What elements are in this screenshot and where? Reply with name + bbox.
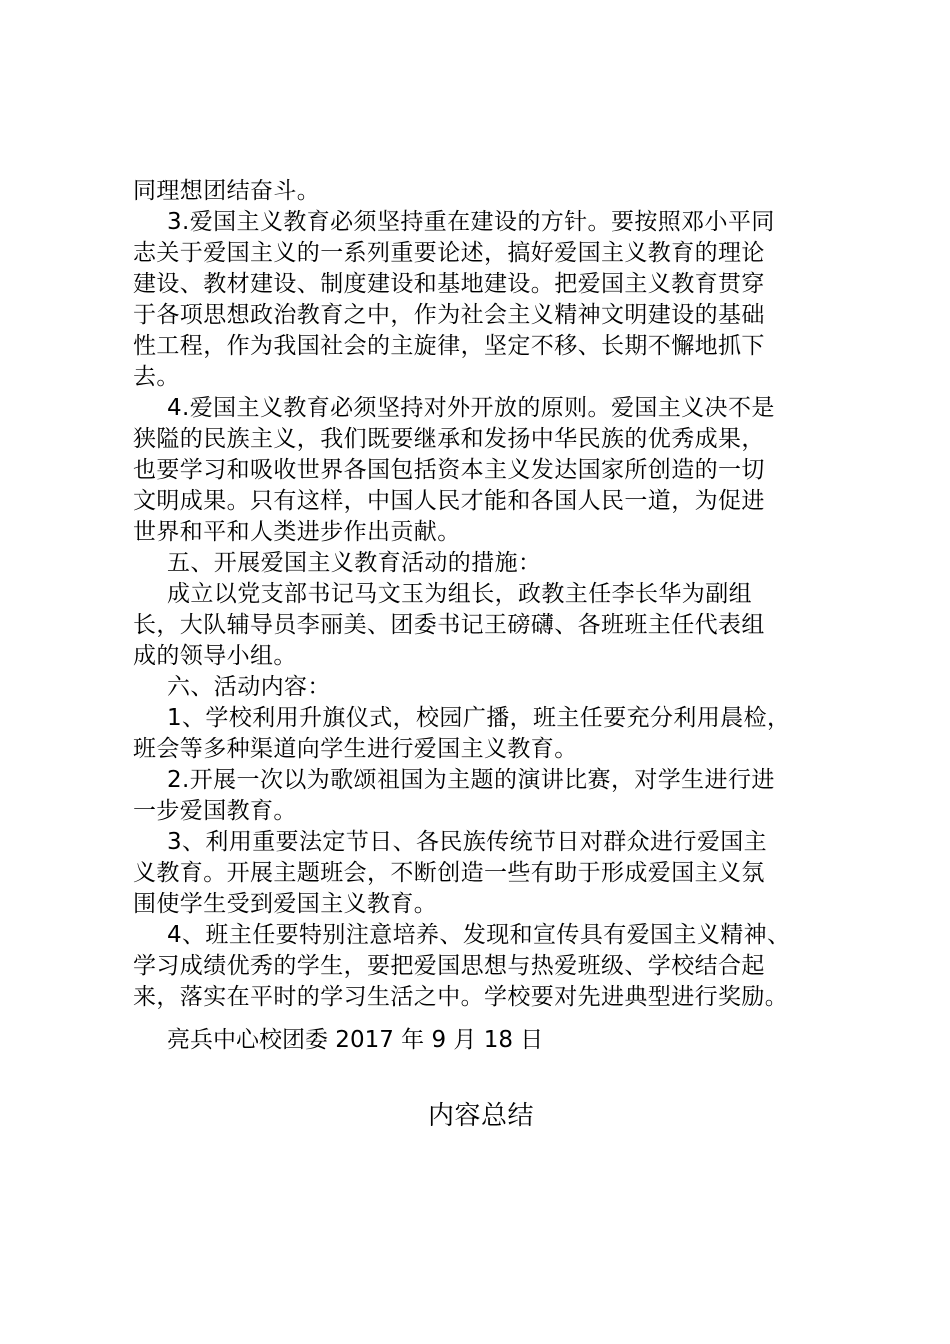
paragraph-line: 学习成绩优秀的学生，要把爱国思想与热爱班级、学校结合起 <box>133 953 765 979</box>
paragraph-line: 4、班主任要特别注意培养、发现和宣传具有爱国主义精神、 <box>167 922 791 948</box>
document-body <box>133 176 845 1013</box>
paragraph-line: 1、学校利用升旗仪式，校园广播，班主任要充分利用晨检， <box>167 705 791 731</box>
paragraph-line: 世界和平和人类进步作出贡献。 <box>133 519 461 545</box>
paragraph-line: 2.开展一次以为歌颂祖国为主题的演讲比赛，对学生进行进 <box>167 767 775 793</box>
paragraph-line: 于各项思想政治教育之中，作为社会主义精神文明建设的基础 <box>133 302 765 328</box>
paragraph-line: 志关于爱国主义的一系列重要论述，搞好爱国主义教育的理论 <box>133 240 765 266</box>
paragraph-line: 3、利用重要法定节日、各民族传统节日对群众进行爱国主 <box>167 829 768 855</box>
paragraph-line: 建设、教材建设、制度建设和基地建设。把爱国主义教育贯穿 <box>133 271 765 297</box>
paragraph-line: 来，落实在平时的学习生活之中。学校要对先进典型进行奖励。 <box>133 984 789 1010</box>
paragraph-line: 文明成果。只有这样，中国人民才能和各国人民一道，为促进 <box>133 488 765 514</box>
paragraph-line: 3.爱国主义教育必须坚持重在建设的方针。要按照邓小平同 <box>167 209 775 235</box>
summary-title: 内容总结 <box>427 1101 534 1131</box>
signature-date: 亮兵中心校团委 2017 年 9 月 18 日 <box>167 1027 544 1053</box>
paragraph-line: 成的领导小组。 <box>133 643 297 669</box>
paragraph-line: 围使学生受到爱国主义教育。 <box>133 891 438 917</box>
paragraph-line: 同理想团结奋斗。 <box>133 178 321 204</box>
paragraph-line: 也要学习和吸收世界各国包括资本主义发达国家所创造的一切 <box>133 457 765 483</box>
section-heading: 六、活动内容： <box>167 674 331 700</box>
paragraph-line: 狭隘的民族主义，我们既要继承和发扬中华民族的优秀成果， <box>133 426 765 452</box>
paragraph-line: 4.爱国主义教育必须坚持对外开放的原则。爱国主义决不是 <box>167 395 775 421</box>
paragraph-line: 成立以党支部书记马文玉为组长，政教主任李长华为副组 <box>167 581 752 607</box>
section-heading: 五、开展爱国主义教育活动的措施： <box>167 550 542 576</box>
paragraph-line: 班会等多种渠道向学生进行爱国主义教育。 <box>133 736 578 762</box>
paragraph-line: 一步爱国教育。 <box>133 798 297 824</box>
paragraph-line: 长，大队辅导员李丽美、团委书记王磅礴、各班班主任代表组 <box>133 612 765 638</box>
paragraph-line: 去。 <box>133 364 180 390</box>
paragraph-line: 性工程，作为我国社会的主旋律，坚定不移、长期不懈地抓下 <box>133 333 765 359</box>
paragraph-line: 义教育。开展主题班会，不断创造一些有助于形成爱国主义氛 <box>133 860 765 886</box>
